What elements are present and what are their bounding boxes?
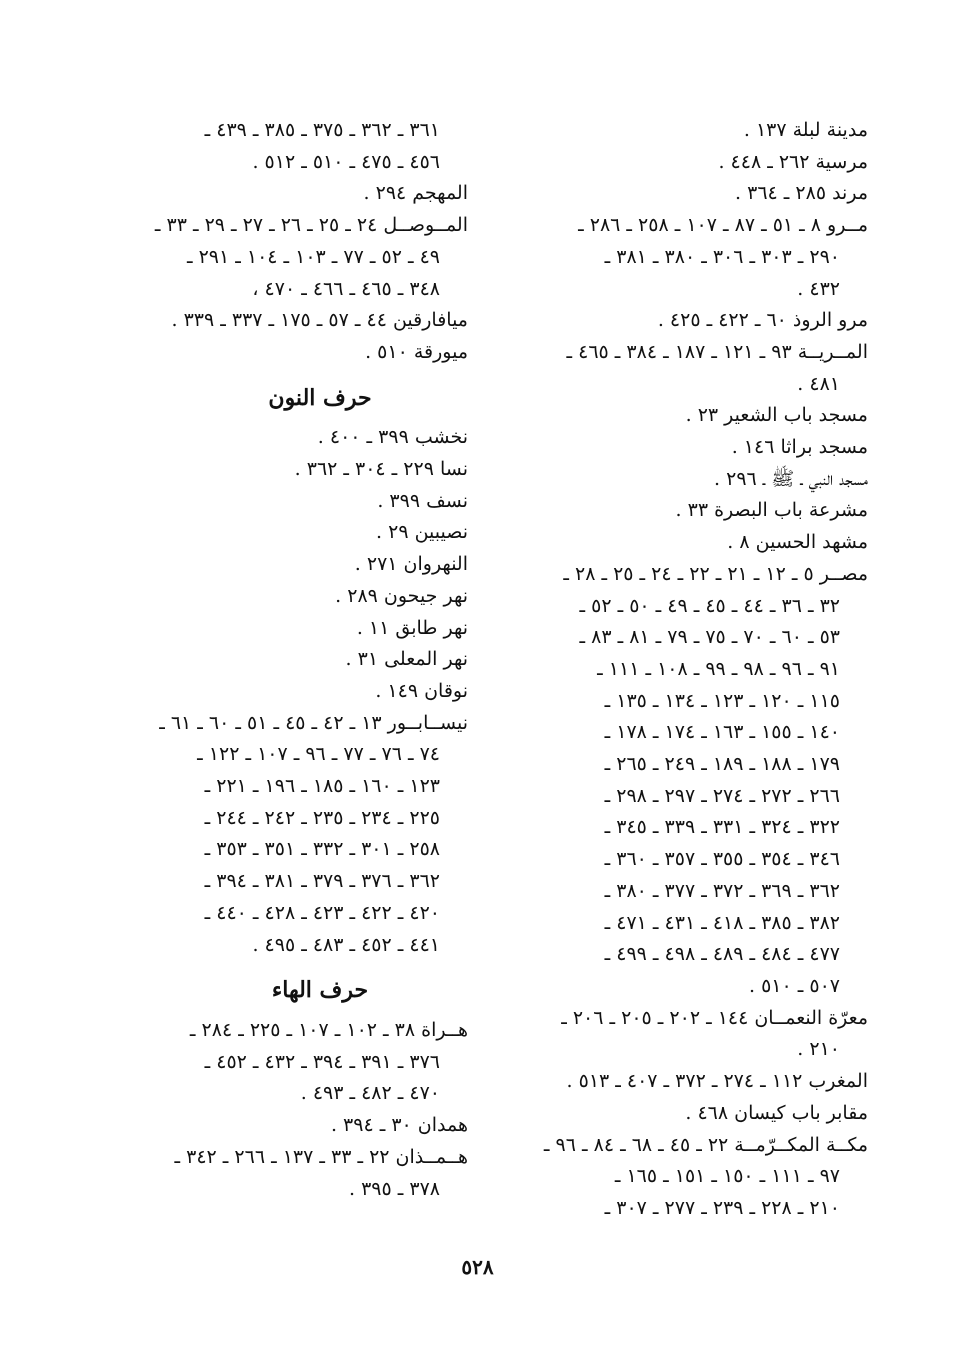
entry-heading: مرسية ٢٦٢ ـ ٤٤٨ . xyxy=(718,150,868,173)
entry-continuation: ٣٧٨ ـ ٣٩٥ . xyxy=(349,1177,440,1200)
entry-heading: مــرو ٨ ـ ٥١ ـ ٨٧ ـ ١٠٧ ـ ٢٥٨ ـ ٢٨٦ ـ xyxy=(578,214,868,237)
left-index-column xyxy=(112,115,468,1205)
index-entry xyxy=(520,115,868,147)
entry-continuation: ٣٦٢ ـ ٣٧٦ ـ ٣٧٩ ـ ٣٨١ ـ ٣٩٤ ـ xyxy=(204,870,440,893)
entry-continuation: ٢٢٥ ـ ٢٣٤ ـ ٢٣٥ ـ ٢٤٢ ـ ٢٤٤ ـ xyxy=(204,806,440,829)
entry-continuation: ١٧٩ ـ ١٨٨ ـ ١٨٩ ـ ٢٤٩ ـ ٢٦٥ ـ xyxy=(604,753,840,776)
index-entry xyxy=(112,422,468,454)
entry-continuation: ٥٣ ـ ٦٠ ـ ٧٠ ـ ٧٥ ـ ٧٩ ـ ٨١ ـ ٨٣ ـ xyxy=(579,626,840,649)
index-entry xyxy=(112,708,468,962)
index-entry xyxy=(520,305,868,337)
entry-heading: مكــة المكــرّمــة ٢٢ ـ ٤٥ ـ ٦٨ ـ ٨٤ ـ ٩٦ ـ xyxy=(543,1133,868,1156)
index-entry xyxy=(112,178,468,210)
entry-heading: همدان ٣٠ ـ ٣٩٤ . xyxy=(330,1114,468,1137)
entry-continuation: ١٤٠ ـ ١٥٥ ـ ١٦٣ ـ ١٧٤ ـ ١٧٨ ـ xyxy=(604,721,840,744)
index-entry xyxy=(520,432,868,464)
entry-continuation: ٣٢٢ ـ ٣٢٤ ـ ٣٣١ ـ ٣٣٩ ـ ٣٤٥ ـ xyxy=(604,816,840,839)
index-entry xyxy=(520,1098,868,1130)
entry-heading: نهر طابق ١١ . xyxy=(356,616,468,639)
index-entry xyxy=(112,581,468,613)
section-title-ha: حرف الهاء xyxy=(271,977,369,1004)
entry-continuation: ٤٣٢ . xyxy=(797,277,840,300)
index-entry xyxy=(520,1066,868,1098)
entry-heading: مصــر ٥ ـ ١٢ ـ ٢١ ـ ٢٢ ـ ٢٤ ـ ٢٥ ـ ٢٨ ـ xyxy=(563,562,868,585)
index-entry xyxy=(520,337,868,400)
entry-continuation: ٣٧٦ ـ ٣٩١ ـ ٣٩٤ ـ ٤٣٢ ـ ٤٥٢ ـ xyxy=(204,1050,440,1073)
entry-continuation: ٣٤٨ ـ ٤٦٥ ـ ٤٦٦ ـ ٤٧٠ ، xyxy=(252,277,440,300)
section-title-nun: حرف النون xyxy=(268,384,372,411)
entry-heading: مسجد النبي ـ ﷺ ـ ٢٩٦ . xyxy=(714,467,868,490)
entry-continuation: ٤٩ ـ ٥٢ ـ ٧٧ ـ ١٠٣ ـ ١٠٤ ـ ٢٩١ ـ xyxy=(186,245,440,268)
index-entry xyxy=(520,210,868,305)
entry-continuation: ٩١ ـ ٩٦ ـ ٩٨ ـ ٩٩ ـ ١٠٨ ـ ١١١ ـ xyxy=(597,657,840,680)
entry-heading: المغرب ١١٢ ـ ٢٧٤ ـ ٣٧٢ ـ ٤٠٧ ـ ٥١٣ . xyxy=(566,1070,868,1093)
index-entry xyxy=(112,1015,468,1110)
nun-entries xyxy=(112,422,468,961)
entry-continuation: ٣٨٢ ـ ٣٨٥ ـ ٤١٨ ـ ٤٣١ ـ ٤٧١ ـ xyxy=(604,911,840,934)
entry-continuation: ٣٦٢ ـ ٣٦٩ ـ ٣٧٢ ـ ٣٧٧ ـ ٣٨٠ ـ xyxy=(604,879,840,902)
entry-heading: المــريــة ٩٣ ـ ١٢١ ـ ١٨٧ ـ ٣٨٤ ـ ٤٦٥ ـ xyxy=(566,340,868,363)
index-entry xyxy=(520,400,868,432)
index-entry xyxy=(520,147,868,179)
entry-heading: ميافارقين ٤٤ ـ ٥٧ ـ ١٧٥ ـ ٣٣٧ ـ ٣٣٩ . xyxy=(171,309,468,332)
index-entry xyxy=(112,1110,468,1142)
entry-continuation: ٣٢ ـ ٣٦ ـ ٤٤ ـ ٤٥ ـ ٤٩ ـ ٥٠ ـ ٥٢ ـ xyxy=(579,594,840,617)
entry-heading: معرّة النعمــان ١٤٤ ـ ٢٠٢ ـ ٢٠٥ ـ ٢٠٦ ـ xyxy=(561,1006,868,1029)
entry-heading: مسجد براثا ١٤٦ . xyxy=(731,436,868,459)
index-entry xyxy=(112,549,468,581)
entry-continuation: ٤٤١ ـ ٤٥٢ ـ ٤٨٣ ـ ٤٩٥ . xyxy=(252,933,440,956)
entry-heading: النهروان ٢٧١ . xyxy=(354,553,468,576)
entry-heading: مرند ٢٨٥ ـ ٣٦٤ . xyxy=(735,182,868,205)
entry-heading: نسف ٣٩٩ . xyxy=(377,489,468,512)
entry-heading: المهجم ٢٩٤ . xyxy=(363,182,468,205)
entry-heading: مشهد الحسين ٨ . xyxy=(727,531,868,554)
index-entry xyxy=(112,517,468,549)
entry-continuation: ١٢٣ ـ ١٦٠ ـ ١٨٥ ـ ١٩٦ ـ ٢٢١ ـ xyxy=(204,775,440,798)
index-entry xyxy=(112,305,468,337)
entry-continuation: ١١٥ ـ ١٢٠ ـ ١٢٣ ـ ١٣٤ ـ ١٣٥ ـ xyxy=(604,689,840,712)
entry-heading: مرو الروذ ٦٠ ـ ٤٢٢ ـ ٤٢٥ . xyxy=(657,309,868,332)
index-entry xyxy=(112,115,468,178)
index-entry xyxy=(112,486,468,518)
index-entry xyxy=(520,1003,868,1066)
entry-continuation: ٧٤ ـ ٧٦ ـ ٧٧ ـ ٩٦ ـ ١٠٧ ـ ١٢٢ ـ xyxy=(197,743,440,766)
entry-heading: هــراة ٣٨ ـ ١٠٢ ـ ١٠٧ ـ ٢٢٥ ـ ٢٨٤ ـ xyxy=(189,1018,468,1041)
index-entry xyxy=(520,1130,868,1225)
index-entry xyxy=(520,495,868,527)
entry-heading: هــمــذان ٢٢ ـ ٣٣ ـ ١٣٧ ـ ٢٦٦ ـ ٣٤٢ ـ xyxy=(174,1145,468,1168)
index-entry xyxy=(112,210,468,305)
page-number: ٥٢٨ xyxy=(461,1255,494,1279)
entry-continuation: ٤٨١ . xyxy=(797,372,840,395)
entry-heading: مقابر باب كيسان ٤٦٨ . xyxy=(685,1101,868,1124)
entry-continuation: ٤٧٠ ـ ٤٨٢ ـ ٤٩٣ . xyxy=(300,1082,440,1105)
entry-heading: نخشب ٣٩٩ ـ ٤٠٠ . xyxy=(317,426,468,449)
entry-heading: نصيبين ٢٩ . xyxy=(376,521,468,544)
ha-entries xyxy=(112,1015,468,1205)
index-entry xyxy=(112,337,468,369)
entry-heading: نوقان ١٤٩ . xyxy=(375,679,468,702)
entry-continuation: ٩٧ ـ ١١١ ـ ١٥٠ ـ ١٥١ ـ ١٦٥ ـ xyxy=(614,1165,840,1188)
entry-continuation: ٢٩٠ ـ ٣٠٣ ـ ٣٠٦ ـ ٣٨٠ ـ ٣٨١ ـ xyxy=(604,245,840,268)
index-entry xyxy=(520,559,868,1003)
entry-heading: ميورقة ٥١٠ . xyxy=(365,340,468,363)
entry-continuation: ٤٢٠ ـ ٤٢٢ ـ ٤٢٣ ـ ٤٢٨ ـ ٤٤٠ ـ xyxy=(204,901,440,924)
entry-heading: نيســابــور ١٣ ـ ٤٢ ـ ٤٥ ـ ٥١ ـ ٦٠ ـ ٦١ ـ xyxy=(159,711,468,734)
entry-continuation: ٤٧٧ ـ ٤٨٤ ـ ٤٨٩ ـ ٤٩٨ ـ ٤٩٩ ـ xyxy=(604,943,840,966)
index-entry xyxy=(520,178,868,210)
entry-heading: ٣٦١ ـ ٣٦٢ ـ ٣٧٥ ـ ٣٨٥ ـ ٤٣٩ ـ xyxy=(204,119,440,141)
entry-continuation: ٣٤٦ ـ ٣٥٤ ـ ٣٥٥ ـ ٣٥٧ ـ ٣٦٠ ـ xyxy=(604,848,840,871)
entry-heading: مسجد باب الشعير ٢٣ . xyxy=(685,404,868,427)
index-entry xyxy=(112,613,468,645)
right-index-column xyxy=(520,115,868,1225)
entry-continuation: ٢١٠ . xyxy=(797,1038,840,1061)
entry-heading: مشرعة باب البصرة ٣٣ . xyxy=(675,499,868,522)
entry-continuation: ٢١٠ ـ ٢٢٨ ـ ٢٣٩ ـ ٢٧٧ ـ ٣٠٧ ـ xyxy=(604,1196,840,1219)
entry-heading: نهر جيحون ٢٨٩ . xyxy=(335,584,468,607)
left-top-entries xyxy=(112,115,468,369)
index-entry xyxy=(112,644,468,676)
index-entry xyxy=(112,454,468,486)
index-entry xyxy=(520,527,868,559)
entry-heading: مدينة لبلة ١٣٧ . xyxy=(743,119,868,141)
entry-continuation: ٢٦٦ ـ ٢٧٢ ـ ٢٧٤ ـ ٢٩٧ ـ ٢٩٨ ـ xyxy=(604,784,840,807)
index-entry xyxy=(520,464,868,496)
entry-heading: المــوصــل ٢٤ ـ ٢٥ ـ ٢٦ ـ ٢٧ ـ ٢٩ ـ ٣٣ ـ xyxy=(154,214,468,237)
index-entry xyxy=(112,676,468,708)
entry-continuation: ٤٥٦ ـ ٤٧٥ ـ ٥١٠ ـ ٥١٢ . xyxy=(252,150,440,173)
entry-heading: نسا ٢٢٩ ـ ٣٠٤ ـ ٣٦٢ . xyxy=(294,458,468,481)
entry-continuation: ٢٥٨ ـ ٣٠١ ـ ٣٣٢ ـ ٣٥١ ـ ٣٥٣ ـ xyxy=(204,838,440,861)
entry-heading: نهر المعلى ٣١ . xyxy=(345,648,468,671)
entry-continuation: ٥٠٧ ـ ٥١٠ . xyxy=(749,974,840,997)
index-entry xyxy=(112,1142,468,1205)
